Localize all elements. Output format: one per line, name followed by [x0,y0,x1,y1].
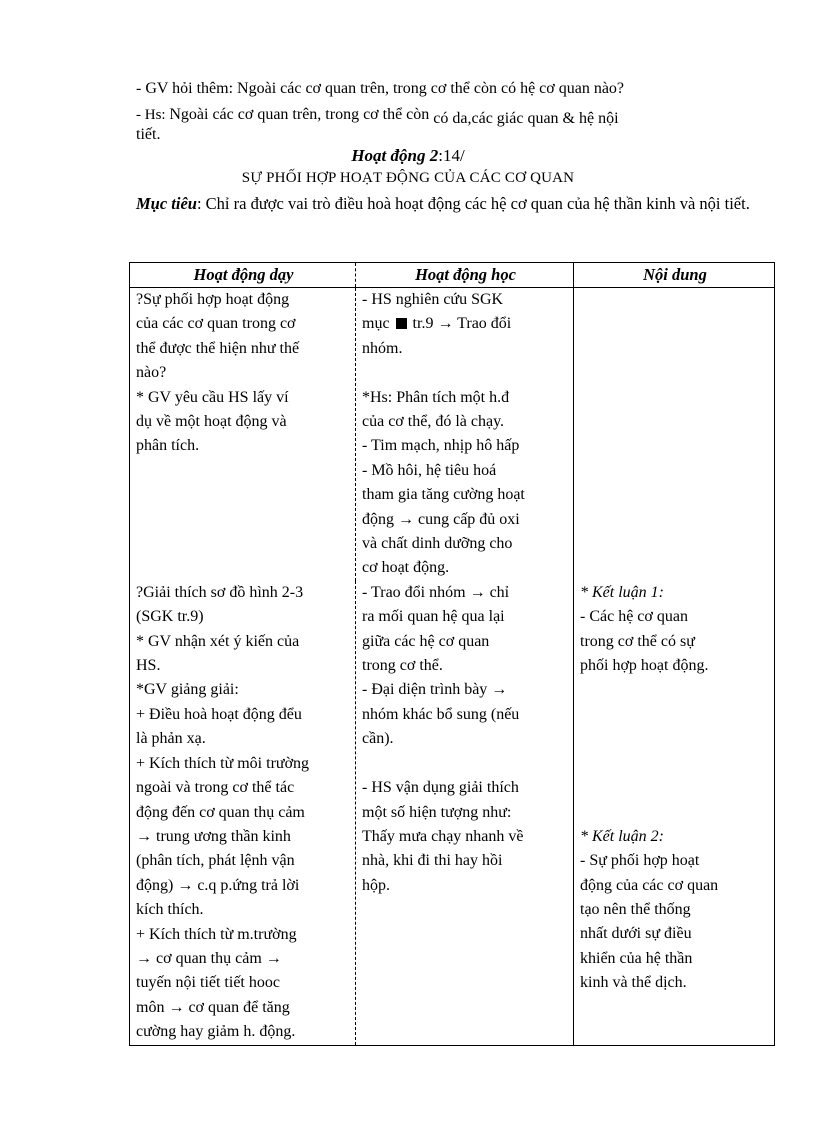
text-line: ?Sự phối hợp hoạt động [136,291,290,308]
text-line: môn → cơ quan để tăng [136,998,290,1016]
text-line: (SGK tr.9) [136,608,204,626]
row1-learning-lines [362,288,569,581]
text-line: + Điều hoà hoạt động đểu [136,705,302,723]
intro-line-2-tail: có da,các giác quan & hệ nội [433,110,619,127]
text-line: - Sự phối hợp hoạt [580,852,700,870]
text-line: nhất dưới sự điều [580,925,692,943]
intro-line-1: - GV hỏi thêm: Ngoài các cơ quan trên, trong cơ thể còn có hệ cơ quan nào? [136,80,625,97]
header-teaching: Hoạt động dạy [130,263,356,288]
text-line: là phản xạ. [136,730,206,748]
activity-label: Hoạt động 2 [351,146,439,165]
text-line: - Tim mạch, nhịp hô hấp [362,437,520,455]
row1-teaching-cell [130,288,356,581]
row2-teaching-cell [130,581,356,1045]
row2-learning-a [362,581,569,752]
text-line: (phân tích, phát lệnh vận [136,852,295,870]
row1-learning-d [362,386,569,581]
text-line: - Mồ hôi, hệ tiêu hoá [362,461,497,479]
text-line: cơ hoạt động. [362,559,450,577]
square-bullet-icon [396,318,407,329]
conclusion-2-title: * Kết luận 2: [580,827,664,845]
text-line: nhà, khi đi thi hay hồi [362,852,503,870]
row2-learning-b [362,776,569,898]
text-line: ra mối quan hệ qua lại [362,608,505,626]
text-line: cường hay giảm h. động. [136,1023,296,1041]
text-line: phối hợp hoạt động. [580,657,709,675]
text-line: kinh và thể dịch. [580,974,687,992]
text-line: nhóm khác bổ sung (nếu [362,705,520,723]
text-line: - Các hệ cơ quan [580,608,688,626]
text-line: + Kích thích từ môi trường [136,754,310,772]
text-line: khiển của hệ thần [580,949,693,967]
row1-learning-b-prefix: mục [362,315,390,333]
conclusion-2 [580,849,770,995]
text-line: trong cơ thể. [362,657,443,675]
text-line: * GV nhận xét ý kiến của [136,632,300,650]
row2-content-lines [580,581,770,996]
row1-learning-cell [356,288,574,581]
text-line: cần). [362,730,394,748]
objective-label: Mục tiêu [136,194,197,213]
text-line: *Hs: Phân tích một h.đ [362,388,510,406]
row1-learning-a: - HS nghiên cứu SGK [362,291,504,308]
text-line: - Trao đổi nhóm → chỉ [362,583,510,601]
row2-learning-cell [356,581,574,1045]
text-line: của cơ thể, đó là chạy. [362,413,505,431]
intro-line-2-main: Ngoài các cơ quan trên, trong cơ thể còn [169,106,434,123]
text-line: tuyến nội tiết tiết hooc [136,974,280,992]
intro-line-2 [136,106,619,127]
text-line: trong cơ thể có sự [580,632,695,650]
text-line: nào? [136,364,167,382]
text-line: ?Giải thích sơ đồ hình 2-3 [136,583,304,601]
text-line: động của các cơ quan [580,876,719,894]
header-content: Nội dung [574,263,775,288]
row1-learning-c [362,337,569,361]
text-line: phân tích. [136,437,200,455]
table-row [130,288,775,581]
text-line: dụ về một hoạt động và [136,413,287,431]
intro-line-3: tiết. [136,126,161,143]
text-line: HS. [136,657,161,675]
text-line: + Kích thích từ m.trường [136,925,297,943]
text-line: tạo nên thể thống [580,901,691,919]
text-line: của các cơ quan trong cơ [136,315,296,333]
table-header-row [130,263,775,288]
text-line: - HS vận dụng giải thích [362,779,519,797]
row2-teaching-lines [136,581,351,1045]
row2-content-cell [574,581,775,1045]
text-line: → trung ương thần kinh [136,827,291,845]
conclusion-1-title: * Kết luận 1: [580,583,664,601]
row1-learning-b-suffix: tr.9 → Trao đổi [412,315,512,333]
row1-content-cell [574,288,775,581]
conclusion-1 [580,605,770,678]
text-line: động → cung cấp đủ oxi [362,510,520,528]
text-line: kích thích. [136,901,204,919]
activity-table [129,262,775,1046]
activity-time: :14/ [438,146,465,165]
text-line: Thấy mưa chạy nhanh về [362,827,524,845]
header-learning: Hoạt động học [356,263,574,288]
text-line: một số hiện tượng như: [362,803,512,821]
text-line: → cơ quan thụ cảm → [136,949,282,967]
text-line: ngoài và trong cơ thể tác [136,779,295,797]
text-line: - Đại diện trình bày → [362,681,508,699]
row1-learning-b [362,312,569,336]
text-line: động đến cơ quan thụ cảm [136,803,305,821]
section-heading: SỰ PHỐI HỢP HOẠT ĐỘNG CỦA CÁC CƠ QUAN [241,170,575,186]
row1-teaching-lines [136,288,351,459]
row2-learning-lines [362,581,569,898]
table-row [130,581,775,1045]
text-line: tham gia tăng cường hoạt [362,486,525,504]
text-line: động) → c.q p.ứng trả lời [136,876,300,894]
intro-line-2-prefix: - Hs: [136,107,170,123]
text-line: giữa các hệ cơ quan [362,632,490,650]
text-line: thể được thể hiện như thế [136,339,300,357]
text-line: hộp. [362,876,390,894]
text-line: nhóm. [362,339,403,357]
text-line: *GV giảng giải: [136,681,239,699]
text-line: * GV yêu cầu HS lấy ví [136,388,289,406]
objective-text: : Chỉ ra được vai trò điều hoà hoạt động các hệ cơ quan của hệ thần kinh và nội tiết. [196,194,750,213]
activity-title [0,146,816,166]
objective [136,192,756,216]
text-line: và chất dinh dưỡng cho [362,535,513,553]
